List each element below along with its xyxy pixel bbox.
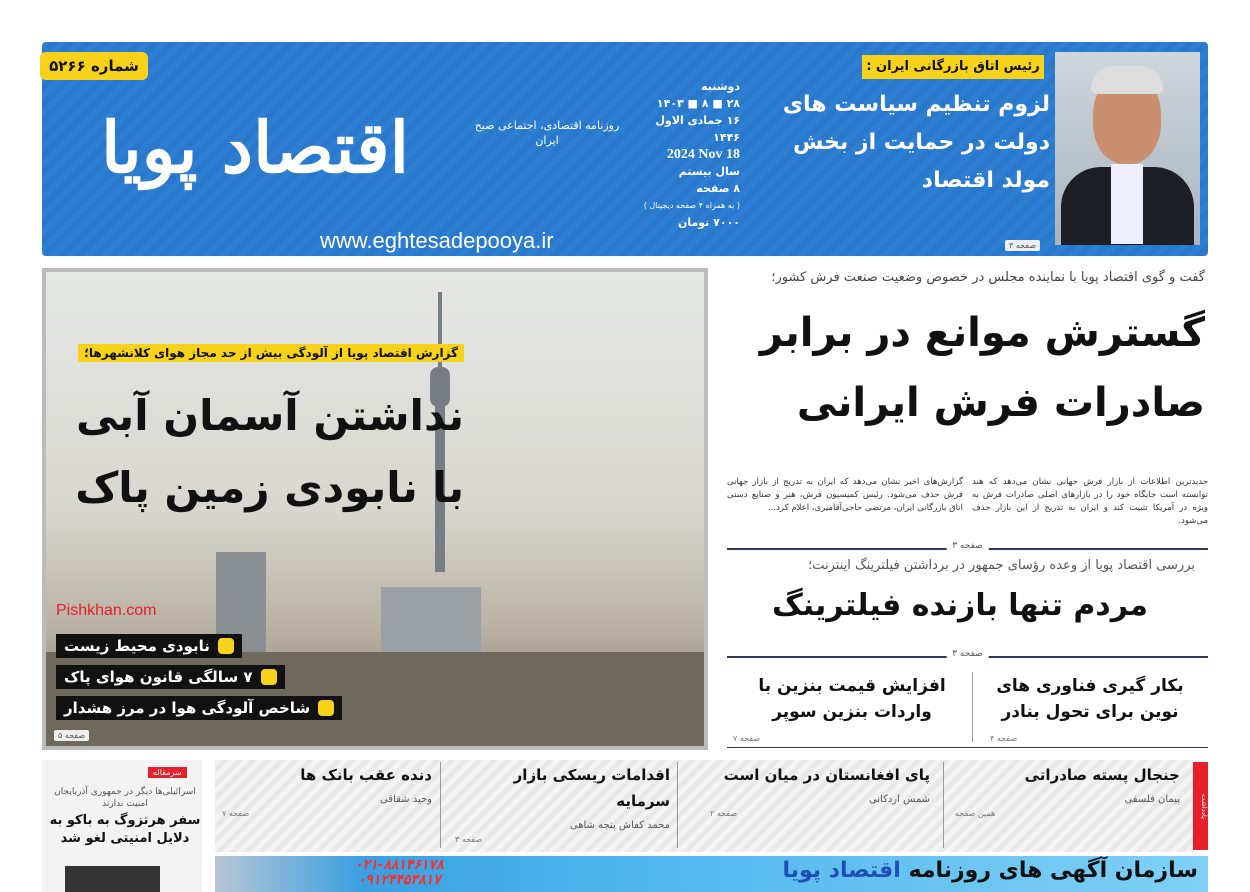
note-author: پیمان فلسفی bbox=[1124, 794, 1180, 805]
phone-number: ۰۲۱-۸۸۱۴۶۱۷۸ bbox=[355, 857, 444, 873]
phone-number: ۰۹۱۲۴۴۵۳۸۱۷ bbox=[357, 872, 441, 888]
bullet-text: ۷ سالگی قانون هوای پاک bbox=[64, 668, 253, 686]
note-title: جنجال پسته صادراتی bbox=[1024, 766, 1180, 784]
bullet-icon bbox=[261, 669, 277, 685]
lead-body-right: جدیدترین اطلاعات از بازار فرش جهانی نشان می‌دهد که هند توانسته است جایگاه خود را در بازارهای اصلی صادرات فرش به ویژه در آمریکا تثبیت کند و ایران به تدریج از این بازار حذف می‌شود. bbox=[972, 477, 1208, 526]
notes-tab: یادداشت bbox=[1193, 762, 1208, 850]
sub-headline[interactable]: افزایش قیمت بنزین با واردات بنزین سوپر bbox=[758, 676, 946, 722]
year: سال بیستم bbox=[678, 165, 740, 178]
divider bbox=[677, 762, 678, 848]
weekday: دوشنبه bbox=[701, 80, 740, 93]
digital-pages: ( به همراه ۴ صفحه دیجیتال ) bbox=[643, 201, 740, 210]
divider bbox=[943, 762, 944, 848]
bullet-text: نابودی محیط زیست bbox=[64, 637, 210, 655]
note-author: شمس اردکانی bbox=[868, 794, 930, 805]
feature-kicker: گزارش اقتصاد پویا از آلودگی بیش از حد مجاز هوای کلانشهرها؛ bbox=[78, 344, 464, 362]
editorial-kicker: اسرائیلی‌ها دیگر در جمهوری آذربایجان امنیت ندارند bbox=[54, 787, 196, 809]
ad-phones bbox=[355, 858, 444, 888]
page-ref: صفحه ۲ bbox=[710, 809, 738, 818]
gregorian-date: 2024 Nov 18 bbox=[666, 147, 740, 162]
feature-bullet bbox=[56, 696, 342, 720]
price: ۷۰۰۰ تومان bbox=[677, 216, 740, 229]
note-item[interactable] bbox=[222, 762, 432, 818]
page-ref: صفحه ۳ bbox=[1005, 240, 1040, 251]
page-ref: صفحه ۷ bbox=[222, 809, 250, 818]
page-ref: صفحه ۵ bbox=[54, 730, 89, 741]
page-ref: صفحه ۷ bbox=[733, 734, 761, 743]
lead-headline-line: گسترش موانع در برابر bbox=[759, 310, 1205, 356]
tagline: روزنامه اقتصادی، اجتماعی صبح ایران bbox=[474, 119, 620, 147]
divider bbox=[972, 672, 973, 742]
page-ref: صفحه ۴ bbox=[990, 734, 1018, 743]
bullet-text: شاخص آلودگی هوا در مرز هشدار bbox=[64, 699, 311, 717]
feature-photo-panel bbox=[42, 268, 708, 750]
filtering-kicker: بررسی اقتصاد پویا از وعده رؤسای جمهور در برداشتن فیلترینگ اینترنت؛ bbox=[808, 558, 1195, 573]
divider bbox=[727, 541, 1208, 551]
ad-banner[interactable] bbox=[215, 856, 1208, 892]
filtering-headline[interactable]: مردم تنها بازنده فیلترینگ bbox=[772, 588, 1148, 623]
note-title: دنده عقب بانک ها bbox=[300, 766, 432, 784]
bullet-icon bbox=[318, 700, 334, 716]
top-story-kicker: رئیس اتاق بازرگانی ایران : bbox=[862, 55, 1044, 79]
page-ref: صفحه ۳ bbox=[455, 835, 483, 844]
lead-kicker: گفت و گوی اقتصاد پویا با نماینده مجلس در خصوص وضعیت صنعت فرش کشور؛ bbox=[771, 270, 1205, 285]
editorial-headline[interactable]: سفر هرتزوگ به باکو به دلایل امنیتی لغو شد bbox=[49, 813, 201, 846]
note-item[interactable] bbox=[455, 762, 670, 844]
newspaper-logo: اقتصاد پویا bbox=[100, 106, 410, 189]
website-url[interactable]: www.eghtesadepooya.ir bbox=[320, 228, 554, 253]
watermark: Pishkhan.com bbox=[56, 602, 157, 619]
portrait-photo bbox=[1055, 52, 1200, 245]
ad-title bbox=[782, 858, 1198, 883]
feature-bullet bbox=[56, 665, 285, 689]
date-block bbox=[640, 78, 740, 231]
feature-bullet bbox=[56, 634, 242, 658]
feature-headline[interactable] bbox=[46, 380, 464, 524]
note-title: اقدامات ریسکی بازار سرمایه bbox=[513, 766, 670, 810]
sub-headline[interactable]: بکار گیری فناوری های نوین برای تحول بنادر bbox=[996, 676, 1184, 722]
issue-number: شماره ۵۲۶۶ bbox=[40, 52, 148, 80]
note-author: وحید شقاقی bbox=[379, 794, 432, 805]
note-author: محمد کفاش پنجه شاهی bbox=[569, 820, 670, 831]
page-ref: صفحه ۳ bbox=[946, 649, 989, 659]
page-ref: همین صفحه bbox=[955, 809, 996, 818]
ad-title-text: سازمان آگهی های روزنامه bbox=[908, 858, 1198, 883]
note-item[interactable] bbox=[955, 762, 1180, 818]
page-ref: صفحه ۳ bbox=[946, 541, 989, 551]
lead-body-left: گزارش‌های اخیر نشان می‌دهد که ایران به تدریج از بازار جهانی فرش حذف می‌شود. رئیس کمیسیون فرش، هنر و صنایع دستی اتاق بازرگانی ایران، مرتضی حاجی‌آقامیری، اعلام کرد... bbox=[727, 477, 963, 513]
top-story-headline[interactable]: لزوم تنظیم سیاست های دولت در حمایت از بخش مولد اقتصاد bbox=[782, 92, 1050, 193]
note-item[interactable] bbox=[710, 762, 930, 818]
divider bbox=[440, 762, 441, 848]
feature-headline-line: نداشتن آسمان آبی bbox=[75, 391, 464, 440]
pages: ۸ صفحه bbox=[696, 182, 740, 195]
lead-headline-line: صادرات فرش ایرانی bbox=[796, 380, 1205, 426]
jalali-date: ۲۸ ■ ۸ ■ ۱۴۰۳ bbox=[656, 97, 740, 110]
bullet-icon bbox=[218, 638, 234, 654]
feature-headline-line: با نابودی زمین پاک bbox=[75, 463, 464, 512]
editorial-photo bbox=[65, 866, 160, 892]
editorial-tag: سرمقاله bbox=[148, 767, 187, 778]
note-title: پای افغانستان در میان است bbox=[723, 766, 930, 784]
divider bbox=[727, 649, 1208, 659]
ad-brand: اقتصاد پویا bbox=[782, 858, 901, 883]
divider bbox=[727, 747, 1208, 748]
hijri-date: ۱۶ جمادی الاول ۱۴۴۶ bbox=[655, 114, 740, 144]
lead-headline[interactable] bbox=[725, 298, 1205, 438]
